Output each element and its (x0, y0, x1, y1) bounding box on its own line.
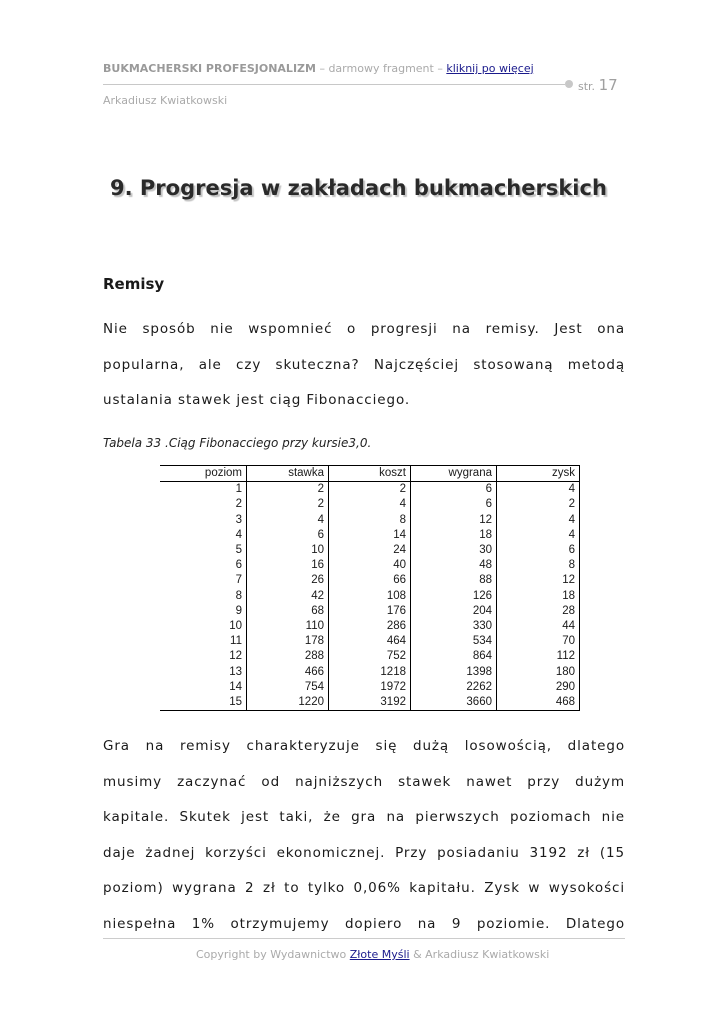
cell-wygrana: 48 (411, 558, 497, 573)
cell-koszt: 2 (329, 482, 411, 498)
table-header-row (160, 466, 580, 482)
cell-wygrana: 18 (411, 528, 497, 543)
cell-zysk: 4 (497, 513, 580, 528)
cell-poziom: 11 (160, 634, 247, 649)
table-body (160, 482, 580, 711)
table-row (160, 664, 580, 679)
cell-poziom: 15 (160, 695, 247, 711)
cell-wygrana: 2262 (411, 680, 497, 695)
cell-poziom: 7 (160, 573, 247, 588)
cell-wygrana: 30 (411, 543, 497, 558)
paragraph-line: daje żadnej korzyści ekonomicznej. Przy posiadaniu 3192 zł (15 (103, 844, 625, 861)
cell-stawka: 4 (247, 513, 329, 528)
cell-stawka: 178 (247, 634, 329, 649)
cell-poziom: 12 (160, 649, 247, 664)
cell-zysk: 8 (497, 558, 580, 573)
cell-poziom: 1 (160, 482, 247, 498)
cell-poziom: 5 (160, 543, 247, 558)
cell-poziom: 2 (160, 497, 247, 512)
table-caption: Tabela 33 .Ciąg Fibonacciego przy kursie3,0. (103, 436, 372, 450)
cell-poziom: 13 (160, 664, 247, 679)
cell-poziom: 10 (160, 619, 247, 634)
cell-zysk: 6 (497, 543, 580, 558)
cell-wygrana: 1398 (411, 664, 497, 679)
table-row (160, 497, 580, 512)
cell-wygrana: 6 (411, 497, 497, 512)
table-row (160, 589, 580, 604)
cell-stawka: 466 (247, 664, 329, 679)
cell-stawka: 2 (247, 482, 329, 498)
table-row (160, 619, 580, 634)
cell-koszt: 176 (329, 604, 411, 619)
table-row (160, 649, 580, 664)
cell-poziom: 3 (160, 513, 247, 528)
footer-prefix: Copyright by Wydawnictwo (196, 948, 350, 961)
table-row (160, 482, 580, 498)
paragraph-line: musimy zaczynać od najniższych stawek nawet przy dużym (103, 773, 625, 790)
table-row (160, 573, 580, 588)
table-row (160, 634, 580, 649)
more-link[interactable]: kliknij po więcej (446, 62, 534, 75)
table-row (160, 513, 580, 528)
cell-stawka: 6 (247, 528, 329, 543)
cell-wygrana: 12 (411, 513, 497, 528)
cell-stawka: 2 (247, 497, 329, 512)
header-rule (103, 84, 565, 85)
paragraph-line: popularna, ale czy skuteczna? Najczęściej stosowaną metodą (103, 356, 625, 373)
paragraph-line: Gra na remisy charakteryzuje się dużą losowością, dlatego (103, 738, 625, 754)
table-row (160, 528, 580, 543)
table-row (160, 695, 580, 711)
column-header-zysk: zysk (497, 466, 580, 482)
cell-koszt: 14 (329, 528, 411, 543)
cell-koszt: 4 (329, 497, 411, 512)
cell-wygrana: 6 (411, 482, 497, 498)
cell-koszt: 1972 (329, 680, 411, 695)
paragraph-line: ustalania stawek jest ciąg Fibonacciego. (103, 392, 411, 408)
cell-wygrana: 3660 (411, 695, 497, 711)
footer (196, 948, 549, 961)
cell-koszt: 3192 (329, 695, 411, 711)
page-number-label (578, 76, 618, 94)
cell-wygrana: 330 (411, 619, 497, 634)
table-row (160, 680, 580, 695)
column-header-stawka: stawka (247, 466, 329, 482)
intro-paragraph (103, 312, 625, 419)
paragraph-line: poziom) wygrana 2 zł to tylko 0,06% kapitału. Zysk w wysokości (103, 880, 625, 896)
cell-poziom: 6 (160, 558, 247, 573)
cell-poziom: 14 (160, 680, 247, 695)
cell-koszt: 40 (329, 558, 411, 573)
column-header-poziom: poziom (160, 466, 247, 482)
column-header-wygrana: wygrana (411, 466, 497, 482)
cell-stawka: 110 (247, 619, 329, 634)
fibonacci-table (160, 465, 580, 711)
header-author: Arkadiusz Kwiatkowski (103, 94, 228, 107)
table-row (160, 604, 580, 619)
cell-zysk: 180 (497, 664, 580, 679)
footer-rule (103, 938, 625, 939)
cell-stawka: 288 (247, 649, 329, 664)
cell-zysk: 12 (497, 573, 580, 588)
paragraph-line: kapitale. Skutek jest taki, że gra na pierwszych poziomach nie (103, 809, 625, 825)
cell-stawka: 16 (247, 558, 329, 573)
header-separator: – (315, 62, 329, 75)
cell-wygrana: 88 (411, 573, 497, 588)
cell-koszt: 464 (329, 634, 411, 649)
footer-suffix: & Arkadiusz Kwiatkowski (409, 948, 550, 961)
paragraph-line: Nie sposób nie wspomnieć o progresji na remisy. Jest ona (103, 321, 625, 337)
cell-koszt: 108 (329, 589, 411, 604)
cell-wygrana: 864 (411, 649, 497, 664)
cell-koszt: 752 (329, 649, 411, 664)
running-header (103, 62, 534, 75)
fragment-label: darmowy fragment (328, 62, 434, 75)
cell-stawka: 26 (247, 573, 329, 588)
header-separator: – (433, 62, 447, 75)
cell-poziom: 8 (160, 589, 247, 604)
cell-poziom: 4 (160, 528, 247, 543)
cell-wygrana: 204 (411, 604, 497, 619)
book-title: BUKMACHERSKI PROFESJONALIZM (103, 62, 316, 75)
cell-zysk: 112 (497, 649, 580, 664)
cell-stawka: 754 (247, 680, 329, 695)
cell-zysk: 2 (497, 497, 580, 512)
cell-wygrana: 534 (411, 634, 497, 649)
cell-koszt: 8 (329, 513, 411, 528)
page-prefix: str. (578, 80, 599, 93)
cell-zysk: 28 (497, 604, 580, 619)
cell-zysk: 468 (497, 695, 580, 711)
cell-koszt: 286 (329, 619, 411, 634)
cell-stawka: 68 (247, 604, 329, 619)
cell-koszt: 1218 (329, 664, 411, 679)
cell-zysk: 44 (497, 619, 580, 634)
column-header-koszt: koszt (329, 466, 411, 482)
publisher-link[interactable]: Złote Myśli (349, 948, 410, 961)
table-row (160, 558, 580, 573)
cell-stawka: 10 (247, 543, 329, 558)
chapter-title: 9. Progresja w zakładach bukmacherskich (110, 176, 607, 200)
cell-zysk: 290 (497, 680, 580, 695)
cell-stawka: 1220 (247, 695, 329, 711)
cell-zysk: 4 (497, 528, 580, 543)
cell-koszt: 66 (329, 573, 411, 588)
cell-poziom: 9 (160, 604, 247, 619)
cell-koszt: 24 (329, 543, 411, 558)
cell-zysk: 18 (497, 589, 580, 604)
cell-wygrana: 126 (411, 589, 497, 604)
table-row (160, 543, 580, 558)
page-number: 17 (598, 76, 618, 94)
cell-zysk: 4 (497, 482, 580, 498)
body-paragraph (103, 729, 625, 942)
cell-zysk: 70 (497, 634, 580, 649)
paragraph-line: niespełna 1% otrzymujemy dopiero na 9 poziomie. Dlatego (103, 915, 625, 932)
cell-stawka: 42 (247, 589, 329, 604)
header-bullet-dot (565, 80, 573, 88)
section-title: Remisy (103, 275, 165, 293)
